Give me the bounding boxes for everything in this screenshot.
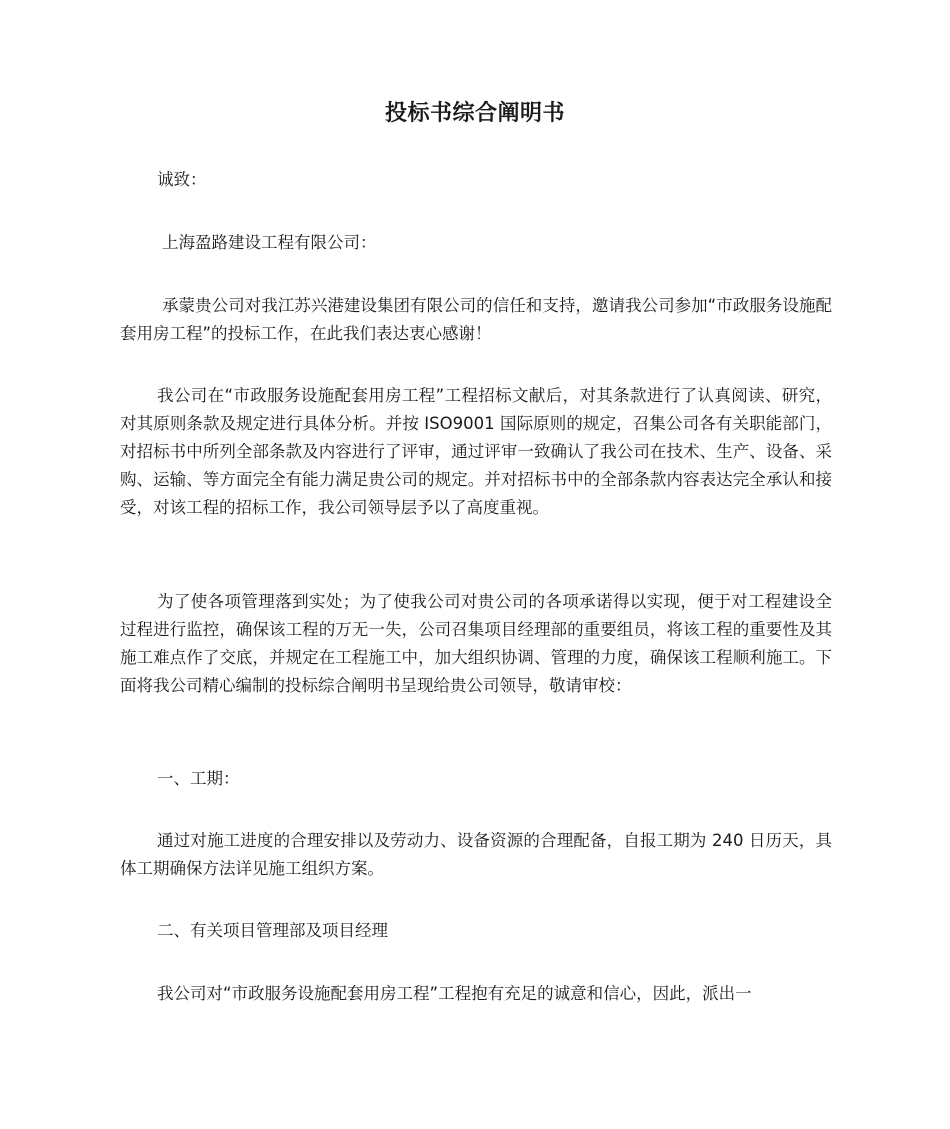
section-2-heading: 二、有关项目管理部及项目经理 xyxy=(157,921,388,940)
section-1-text: 通过对施工进度的合理安排以及劳动力、设备资源的合理配备，自报工期为 240 日历天，具体工期确保方法详见施工组织方案。 xyxy=(120,831,832,878)
paragraph-review: 我公司在“市政服务设施配套用房工程”工程招标文献后，对其条款进行了认真阅读、研究，对其原则条款及规定进行具体分析。并按 ISO9001 国际原则的规定，召集公司各有关职能部门，对招标书中所列全部条款及内容进行了评审，通过评审一致确认了我公司在技术、生产、设备、采购、运输、等方面完全有能力满足贵公司的规定。并对招标书中的全部条款内容表达完全承认和接受，对该工程的招标工作，我公司领导层予以了高度重视。 xyxy=(120,386,832,517)
recipient: 上海盈路建设工程有限公司： xyxy=(162,233,377,252)
paragraph-thanks: 承蒙贵公司对我江苏兴港建设集团有限公司的信任和支持，邀请我公司参加“市政服务设施配套用房工程”的投标工作，在此我们表达衷心感谢！ xyxy=(120,296,832,343)
section-1-heading: 一、工期： xyxy=(157,769,240,788)
paragraph-management: 为了使各项管理落到实处；为了使我公司对贵公司的各项承诺得以实现，便于对工程建设全过程进行监控，确保该工程的万无一失，公司召集项目经理部的重要组员，将该工程的重要性及其施工难点作了交底，并规定在工程施工中，加大组织协调、管理的力度，确保该工程顺利施工。下面将我公司精心编制的投标综合阐明书呈现给贵公司领导，敬请审校： xyxy=(120,592,832,695)
salutation: 诚致： xyxy=(157,170,207,189)
section-2-text: 我公司对“市政服务设施配套用房工程”工程抱有充足的诚意和信心，因此，派出一 xyxy=(157,984,752,1003)
document-title: 投标书综合阐明书 xyxy=(384,101,565,126)
